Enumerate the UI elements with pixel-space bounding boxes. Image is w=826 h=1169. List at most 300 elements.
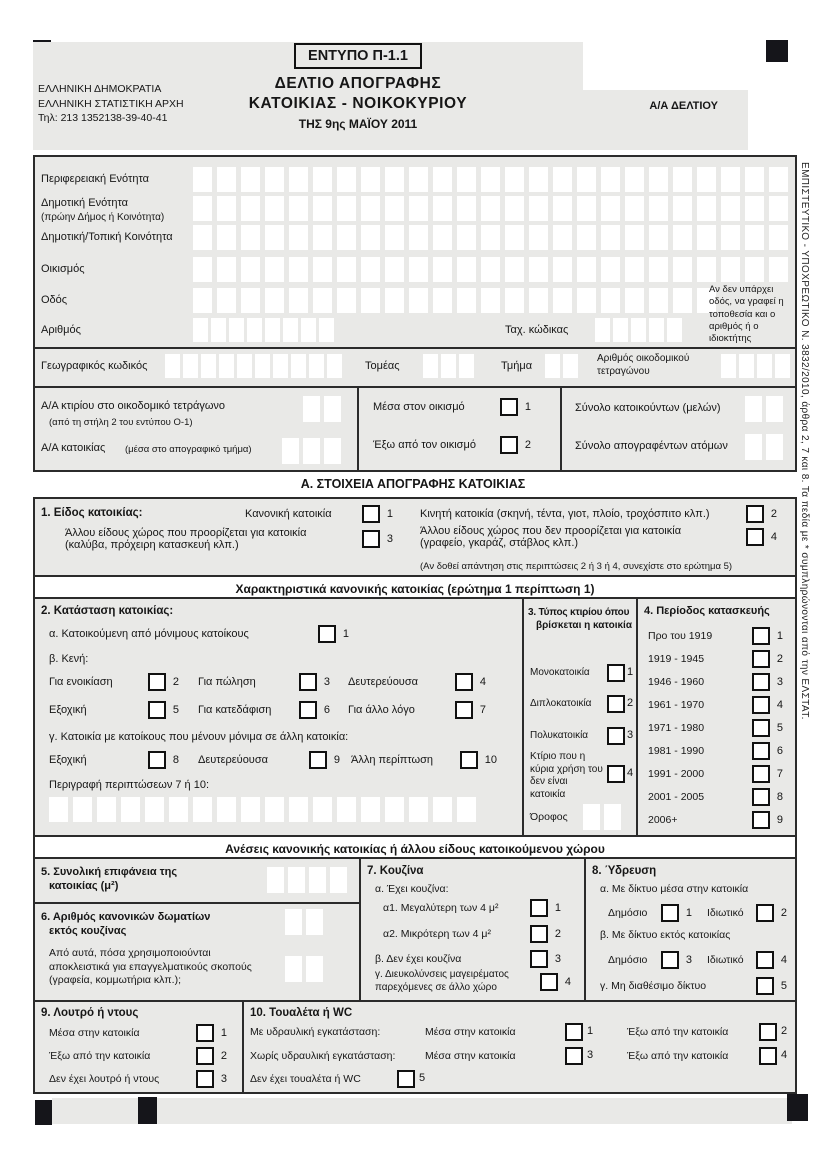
residents-total-label: Σύνολο κατοικούντων (μελών): [575, 402, 721, 414]
char-cell[interactable]: [625, 167, 644, 192]
q2-c-holiday-label: Εξοχική: [49, 754, 87, 766]
q8-a-public-option: [608, 904, 692, 922]
char-cell[interactable]: [457, 288, 476, 313]
char-cell[interactable]: [577, 225, 596, 250]
char-cell[interactable]: [409, 288, 428, 313]
char-cell[interactable]: [553, 288, 572, 313]
q7-b-checkbox[interactable]: [530, 950, 548, 968]
char-cell[interactable]: [721, 354, 736, 378]
char-cell[interactable]: [673, 225, 692, 250]
q8-b-private-option: [707, 951, 787, 969]
char-cell[interactable]: [673, 196, 692, 221]
char-cell[interactable]: [766, 434, 783, 460]
registration-mark-bottom-mid: [138, 1097, 157, 1124]
char-cell[interactable]: [631, 318, 646, 342]
char-cell[interactable]: [553, 225, 572, 250]
char-cell[interactable]: [433, 797, 452, 822]
header: [33, 42, 748, 150]
char-cell[interactable]: [505, 257, 524, 282]
q3-opt-apartment-checkbox[interactable]: [607, 727, 625, 745]
char-cell[interactable]: [409, 257, 428, 282]
q9-option-inside-checkbox[interactable]: [196, 1024, 214, 1042]
char-cell[interactable]: [361, 797, 380, 822]
char-cell[interactable]: [481, 288, 500, 313]
q8-a-public-label: Δημόσιο: [608, 907, 648, 919]
char-cell[interactable]: [241, 257, 260, 282]
char-cell[interactable]: [324, 438, 341, 464]
char-cell[interactable]: [595, 318, 610, 342]
char-cell[interactable]: [481, 167, 500, 192]
char-cell[interactable]: [433, 167, 452, 192]
char-cell[interactable]: [457, 257, 476, 282]
char-cell[interactable]: [775, 354, 790, 378]
char-cell[interactable]: [193, 167, 212, 192]
q2-c-holiday-checkbox[interactable]: [148, 751, 166, 769]
char-cell[interactable]: [769, 196, 788, 221]
q8-a-public-code: 1: [685, 907, 692, 919]
q7-title: 7. Κουζίνα: [367, 865, 424, 877]
char-cell[interactable]: [241, 225, 260, 250]
char-cell[interactable]: [385, 167, 404, 192]
char-cell[interactable]: [459, 354, 474, 378]
q4-option-3-checkbox[interactable]: [752, 673, 770, 691]
char-cell[interactable]: [288, 867, 305, 893]
char-cell[interactable]: [583, 804, 600, 830]
region-label: Περιφερειακή Ενότητα: [41, 173, 150, 185]
char-cell[interactable]: [649, 167, 668, 192]
char-cell[interactable]: [285, 956, 302, 982]
q9-q10-panel: [33, 1000, 797, 1094]
segment-cells: [545, 354, 581, 378]
char-cell[interactable]: [529, 257, 548, 282]
char-cell[interactable]: [319, 318, 334, 342]
char-cell[interactable]: [361, 225, 380, 250]
char-cell[interactable]: [303, 438, 320, 464]
char-cell[interactable]: [337, 225, 356, 250]
char-cell[interactable]: [313, 196, 332, 221]
char-cell[interactable]: [289, 167, 308, 192]
q7-b-option: [375, 950, 561, 968]
char-cell[interactable]: [241, 288, 260, 313]
q10-row2-inside-label: Μέσα στην κατοικία: [425, 1050, 516, 1062]
q4-option-1-code: 1: [776, 630, 783, 642]
char-cell[interactable]: [121, 797, 140, 822]
char-cell[interactable]: [481, 225, 500, 250]
enumerated-total-label: Σύνολο απογραφέντων ατόμων: [575, 440, 728, 452]
q4-option-7-code: 7: [776, 768, 783, 780]
char-cell[interactable]: [721, 196, 740, 221]
inside-settlement-label: Μέσα στον οικισμό: [373, 401, 465, 413]
char-cell[interactable]: [604, 804, 621, 830]
q2-c-secondary-checkbox[interactable]: [309, 751, 327, 769]
char-cell[interactable]: [745, 196, 764, 221]
char-cell[interactable]: [289, 257, 308, 282]
q4-option-3: [648, 673, 783, 691]
char-cell[interactable]: [649, 318, 664, 342]
char-cell[interactable]: [409, 225, 428, 250]
char-cell[interactable]: [385, 288, 404, 313]
char-cell[interactable]: [553, 257, 572, 282]
char-cell[interactable]: [745, 396, 762, 422]
char-cell[interactable]: [553, 196, 572, 221]
q2-c-secondary-label: Δευτερεύουσα: [198, 754, 268, 766]
char-cell[interactable]: [327, 354, 342, 378]
char-cell[interactable]: [505, 225, 524, 250]
char-cell[interactable]: [303, 396, 320, 422]
q3-opt-nonres-checkbox[interactable]: [607, 765, 625, 783]
char-cell[interactable]: [217, 196, 236, 221]
q10-row2-inside-checkbox[interactable]: [565, 1047, 583, 1065]
char-cell[interactable]: [265, 257, 284, 282]
q9-q10-divider: [242, 1002, 244, 1092]
char-cell[interactable]: [361, 288, 380, 313]
q4-option-7-checkbox[interactable]: [752, 765, 770, 783]
char-cell[interactable]: [145, 797, 164, 822]
char-cell[interactable]: [193, 196, 212, 221]
char-cell[interactable]: [577, 167, 596, 192]
char-cell[interactable]: [289, 797, 308, 822]
char-cell[interactable]: [757, 354, 772, 378]
sector-label: Τομέας: [365, 360, 400, 372]
q9-option-none-checkbox[interactable]: [196, 1070, 214, 1088]
char-cell[interactable]: [330, 867, 347, 893]
q6-rooms-cells: [285, 909, 327, 935]
q8-c-code: 5: [780, 980, 787, 992]
char-cell[interactable]: [529, 225, 548, 250]
q4-option-9-checkbox[interactable]: [752, 811, 770, 829]
char-cell[interactable]: [247, 318, 262, 342]
char-cell[interactable]: [673, 167, 692, 192]
char-cell[interactable]: [745, 225, 764, 250]
q8-b-private-checkbox[interactable]: [756, 951, 774, 969]
char-cell[interactable]: [745, 257, 764, 282]
char-cell[interactable]: [433, 225, 452, 250]
char-cell[interactable]: [481, 257, 500, 282]
char-cell[interactable]: [601, 167, 620, 192]
char-cell[interactable]: [577, 288, 596, 313]
char-cell[interactable]: [649, 196, 668, 221]
agency-line2: ΕΛΛΗΝΙΚΗ ΣΤΑΤΙΣΤΙΚΗ ΑΡΧΗ: [38, 97, 184, 110]
char-cell[interactable]: [457, 167, 476, 192]
char-cell[interactable]: [324, 396, 341, 422]
street-cells: [193, 288, 721, 313]
char-cell[interactable]: [211, 318, 226, 342]
char-cell[interactable]: [563, 354, 578, 378]
char-cell[interactable]: [721, 167, 740, 192]
char-cell[interactable]: [49, 797, 68, 822]
q10-row2-outside-label: Έξω από την κατοικία: [627, 1050, 729, 1062]
char-cell[interactable]: [193, 318, 208, 342]
q7-a1-checkbox[interactable]: [530, 899, 548, 917]
q7-a2-checkbox[interactable]: [530, 925, 548, 943]
q2-c-secondary-code: 9: [333, 754, 340, 766]
char-cell[interactable]: [423, 354, 438, 378]
char-cell[interactable]: [667, 318, 682, 342]
char-cell[interactable]: [721, 225, 740, 250]
form-code-badge: ΕΝΤΥΠΟ Π-1.1: [294, 43, 422, 69]
q7-a-label: α. Έχει κουζίνα:: [375, 883, 449, 895]
char-cell[interactable]: [409, 167, 428, 192]
char-cell[interactable]: [285, 909, 302, 935]
char-cell[interactable]: [169, 797, 188, 822]
q2-b-other-checkbox[interactable]: [455, 701, 473, 719]
char-cell[interactable]: [577, 257, 596, 282]
q2-a-checkbox[interactable]: [318, 625, 336, 643]
q10-row3-checkbox[interactable]: [397, 1070, 415, 1088]
q4-option-6: [648, 742, 783, 760]
char-cell[interactable]: [309, 354, 324, 378]
char-cell[interactable]: [265, 797, 284, 822]
char-cell[interactable]: [697, 257, 716, 282]
char-cell[interactable]: [577, 196, 596, 221]
char-cell[interactable]: [505, 288, 524, 313]
q4-option-4-checkbox[interactable]: [752, 696, 770, 714]
char-cell[interactable]: [217, 288, 236, 313]
street-note: Αν δεν υπάρχει οδός, να γραφεί η τοποθεσία και ο αριθμός ή ο ιδιοκτήτης: [709, 284, 784, 345]
char-cell[interactable]: [625, 257, 644, 282]
char-cell[interactable]: [183, 354, 198, 378]
q1-panel: [33, 497, 797, 581]
q3-opt-duplex-code: 2: [627, 697, 634, 709]
char-cell[interactable]: [601, 257, 620, 282]
char-cell[interactable]: [301, 318, 316, 342]
q2-b-option-rent: [49, 673, 179, 691]
char-cell[interactable]: [309, 867, 326, 893]
q10-row1-inside-checkbox[interactable]: [565, 1023, 583, 1041]
char-cell[interactable]: [337, 797, 356, 822]
char-cell[interactable]: [313, 167, 332, 192]
settlement-cells: [193, 257, 793, 282]
char-cell[interactable]: [625, 225, 644, 250]
char-cell[interactable]: [481, 196, 500, 221]
inside-settlement-option: [373, 398, 531, 416]
char-cell[interactable]: [457, 196, 476, 221]
q3-q4-divider: [636, 599, 638, 839]
char-cell[interactable]: [237, 354, 252, 378]
char-cell[interactable]: [766, 396, 783, 422]
char-cell[interactable]: [505, 167, 524, 192]
q3-opt-apartment-label: Πολυκατοικία: [530, 730, 589, 741]
char-cell[interactable]: [385, 196, 404, 221]
char-cell[interactable]: [545, 354, 560, 378]
char-cell[interactable]: [265, 288, 284, 313]
char-cell[interactable]: [769, 225, 788, 250]
q4-option-8-checkbox[interactable]: [752, 788, 770, 806]
char-cell[interactable]: [217, 257, 236, 282]
q2-b-rent-label: Για ενοικίαση: [49, 676, 113, 688]
char-cell[interactable]: [283, 318, 298, 342]
char-cell[interactable]: [193, 288, 212, 313]
q4-option-6-checkbox[interactable]: [752, 742, 770, 760]
settlement-label: Οικισμός: [41, 263, 85, 275]
char-cell[interactable]: [219, 354, 234, 378]
char-cell[interactable]: [697, 225, 716, 250]
char-cell[interactable]: [505, 196, 524, 221]
q2-b-sale-code: 3: [323, 676, 330, 688]
char-cell[interactable]: [409, 797, 428, 822]
char-cell[interactable]: [265, 167, 284, 192]
char-cell[interactable]: [457, 797, 476, 822]
q1-option-1-checkbox[interactable]: [362, 505, 380, 523]
char-cell[interactable]: [529, 167, 548, 192]
q4-option-5-checkbox[interactable]: [752, 719, 770, 737]
q8-a-private-checkbox[interactable]: [756, 904, 774, 922]
char-cell[interactable]: [601, 196, 620, 221]
char-cell[interactable]: [739, 354, 754, 378]
q5-area-cells: [267, 867, 351, 893]
char-cell[interactable]: [361, 196, 380, 221]
agency-phone: Τηλ: 213 1352138-39-40-41: [38, 112, 168, 125]
char-cell[interactable]: [265, 225, 284, 250]
q3-opt-single-checkbox[interactable]: [607, 664, 625, 682]
confidentiality-note: ΕΜΠΙΣΤΕΥΤΙΚΟ - ΥΠΟΧΡΕΩΤΙΚΟ Ν. 3832/2010, άρθρα 2, 7 και 8. Τα πεδία με * συμπληρώνονται από την ΕΛΣΤΑΤ.: [799, 162, 810, 720]
q3-opt-duplex-checkbox[interactable]: [607, 695, 625, 713]
char-cell[interactable]: [306, 909, 323, 935]
char-cell[interactable]: [385, 257, 404, 282]
q8-a-public-checkbox[interactable]: [661, 904, 679, 922]
q8-c-checkbox[interactable]: [756, 977, 774, 995]
char-cell[interactable]: [337, 257, 356, 282]
char-cell[interactable]: [649, 288, 668, 313]
char-cell[interactable]: [255, 354, 270, 378]
char-cell[interactable]: [337, 196, 356, 221]
char-cell[interactable]: [217, 167, 236, 192]
char-cell[interactable]: [313, 257, 332, 282]
char-cell[interactable]: [361, 257, 380, 282]
q10-row2-outside-checkbox[interactable]: [759, 1047, 777, 1065]
char-cell[interactable]: [289, 196, 308, 221]
char-cell[interactable]: [649, 257, 668, 282]
q9-option-outside-code: 2: [220, 1050, 227, 1062]
q8-a-private-option: [707, 904, 787, 922]
char-cell[interactable]: [217, 797, 236, 822]
q9-option-none-label: Δεν έχει λουτρό ή ντους: [49, 1073, 160, 1085]
id-divider-1: [357, 388, 359, 470]
q4-option-5-code: 5: [776, 722, 783, 734]
q9-option-outside-checkbox[interactable]: [196, 1047, 214, 1065]
char-cell[interactable]: [745, 167, 764, 192]
q3-opt-nonres-label: Κτίριο που η κύρια χρήση του δεν είναι κατοικία: [530, 751, 603, 800]
char-cell[interactable]: [73, 797, 92, 822]
char-cell[interactable]: [745, 434, 762, 460]
q7-c-label: γ. Διευκολύνσεις μαγειρέματος παρεχόμενες σε άλλο χώρο: [375, 969, 509, 993]
char-cell[interactable]: [97, 797, 116, 822]
q10-row1-outside-checkbox[interactable]: [759, 1023, 777, 1041]
char-cell[interactable]: [433, 257, 452, 282]
char-cell[interactable]: [306, 956, 323, 982]
q2-b-secondary-checkbox[interactable]: [455, 673, 473, 691]
q9-option-none: [49, 1070, 227, 1088]
char-cell[interactable]: [601, 225, 620, 250]
char-cell[interactable]: [241, 196, 260, 221]
char-cell[interactable]: [282, 438, 299, 464]
char-cell[interactable]: [673, 257, 692, 282]
q2-b-rent-checkbox[interactable]: [148, 673, 166, 691]
char-cell[interactable]: [265, 196, 284, 221]
char-cell[interactable]: [409, 196, 428, 221]
char-cell[interactable]: [649, 225, 668, 250]
q7-c-checkbox[interactable]: [540, 973, 558, 991]
char-cell[interactable]: [769, 167, 788, 192]
char-cell[interactable]: [625, 288, 644, 313]
char-cell[interactable]: [193, 257, 212, 282]
inside-settlement-checkbox[interactable]: [500, 398, 518, 416]
char-cell[interactable]: [267, 867, 284, 893]
q4-option-2-label: 1919 - 1945: [648, 653, 705, 665]
char-cell[interactable]: [697, 196, 716, 221]
char-cell[interactable]: [697, 167, 716, 192]
char-cell[interactable]: [337, 167, 356, 192]
q8-b-public-checkbox[interactable]: [661, 951, 679, 969]
char-cell[interactable]: [313, 797, 332, 822]
char-cell[interactable]: [193, 797, 212, 822]
char-cell[interactable]: [553, 167, 572, 192]
char-cell[interactable]: [273, 354, 288, 378]
char-cell[interactable]: [769, 257, 788, 282]
char-cell[interactable]: [529, 196, 548, 221]
char-cell[interactable]: [217, 225, 236, 250]
char-cell[interactable]: [165, 354, 180, 378]
char-cell[interactable]: [289, 288, 308, 313]
q8-b-public-option: [608, 951, 692, 969]
char-cell[interactable]: [313, 225, 332, 250]
community-cells: [193, 225, 793, 250]
char-cell[interactable]: [385, 797, 404, 822]
q4-option-8-code: 8: [776, 791, 783, 803]
char-cell[interactable]: [721, 257, 740, 282]
char-cell[interactable]: [337, 288, 356, 313]
char-cell[interactable]: [201, 354, 216, 378]
char-cell[interactable]: [265, 318, 280, 342]
char-cell[interactable]: [241, 167, 260, 192]
char-cell[interactable]: [433, 196, 452, 221]
char-cell[interactable]: [673, 288, 692, 313]
q1-option-3-checkbox[interactable]: [362, 530, 380, 548]
q2-b-holiday-checkbox[interactable]: [148, 701, 166, 719]
enumerated-total-cells: [745, 434, 787, 460]
q3-title-line1: 3. Τύπος κτιρίου όπου: [528, 607, 630, 618]
bottom-gray-strip: [52, 1098, 792, 1124]
char-cell[interactable]: [313, 288, 332, 313]
char-cell[interactable]: [529, 288, 548, 313]
char-cell[interactable]: [193, 225, 212, 250]
char-cell[interactable]: [601, 288, 620, 313]
char-cell[interactable]: [361, 167, 380, 192]
q2-c-other-checkbox[interactable]: [460, 751, 478, 769]
q1-option-2-checkbox[interactable]: [746, 505, 764, 523]
char-cell[interactable]: [291, 354, 306, 378]
q4-option-1-checkbox[interactable]: [752, 627, 770, 645]
char-cell[interactable]: [441, 354, 456, 378]
char-cell[interactable]: [385, 225, 404, 250]
q4-option-8: [648, 788, 783, 806]
q2-b-demolition-checkbox[interactable]: [299, 701, 317, 719]
community-label: Δημοτική/Τοπική Κοινότητα: [41, 231, 173, 243]
q2-b-option-holiday: [49, 701, 179, 719]
outside-settlement-checkbox[interactable]: [500, 436, 518, 454]
q2-b-sale-checkbox[interactable]: [299, 673, 317, 691]
q1-option-4-checkbox[interactable]: [746, 528, 764, 546]
char-cell[interactable]: [613, 318, 628, 342]
char-cell[interactable]: [229, 318, 244, 342]
char-cell[interactable]: [625, 196, 644, 221]
q4-option-2-checkbox[interactable]: [752, 650, 770, 668]
char-cell[interactable]: [241, 797, 260, 822]
q1-option-2-label: Κινητή κατοικία (σκηνή, τέντα, γιοτ, πλοίο, τροχόσπιτο κλπ.): [420, 508, 710, 520]
char-cell[interactable]: [433, 288, 452, 313]
char-cell[interactable]: [457, 225, 476, 250]
char-cell[interactable]: [289, 225, 308, 250]
